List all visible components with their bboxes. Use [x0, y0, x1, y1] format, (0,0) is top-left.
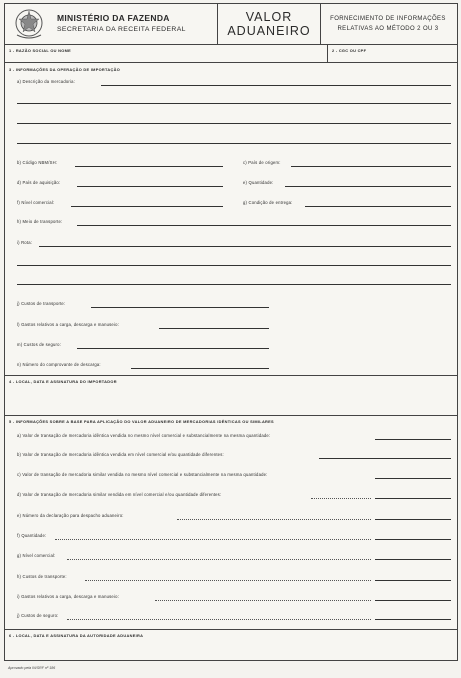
s3-h-line[interactable] [77, 225, 451, 226]
s5-c-line[interactable] [375, 478, 451, 479]
s5-h-label: h) Custos de transporte: [17, 574, 67, 579]
s3-g-line[interactable] [305, 206, 451, 207]
s5-b-line[interactable] [319, 458, 451, 459]
s3-c-label: c) País de origem: [243, 160, 281, 165]
s3-m-label: m) Custos de seguro: [17, 342, 62, 347]
s5-j-dots [67, 619, 371, 620]
s5-i-label: i) Gastos relativos a carga, descarga e manuseio: [17, 594, 119, 599]
s3-i-label: i) Rota: [17, 240, 33, 245]
s3-f-label: f) Nível comercial: [17, 200, 55, 205]
field-razao-social-label: 1 - RAZÃO SOCIAL OU NOME [9, 48, 72, 53]
s3-a-line[interactable] [101, 85, 451, 86]
s5-e-label: e) Número da declaração para despacho aduaneiro: [17, 513, 124, 518]
s3-a-line3[interactable] [17, 123, 451, 124]
s5-h-line[interactable] [375, 580, 451, 581]
s5-b-label: b) Valor de transação de mercadoria idêntica vendida em nível comercial e/ou quantidade diferentes: [17, 452, 224, 457]
s3-n-label: n) Número do comprovante de descarga: [17, 362, 101, 367]
form-title-line2: ADUANEIRO [227, 24, 311, 38]
section-identical-goods [5, 415, 457, 630]
s5-f-label: f) Quantidade: [17, 533, 47, 538]
section3-title: 3 - INFORMAÇÕES DA OPERAÇÃO DE IMPORTAÇÃO [9, 67, 121, 72]
form-title-box [217, 4, 321, 44]
section4-title: 4 - LOCAL, DATA E ASSINATURA DO IMPORTADOR [9, 379, 117, 384]
s3-e-label: e) Quantidade: [243, 180, 274, 185]
s3-d-line[interactable] [77, 186, 223, 187]
s3-f-line[interactable] [71, 206, 223, 207]
s3-b-line[interactable] [75, 166, 223, 167]
section-importer-signature[interactable] [5, 375, 457, 416]
s3-a-line4[interactable] [17, 143, 451, 144]
s5-e-dots [177, 519, 371, 520]
s5-i-line[interactable] [375, 600, 451, 601]
s3-g-label: g) Condição de entrega: [243, 200, 293, 205]
s3-m-line[interactable] [77, 348, 269, 349]
s5-j-line[interactable] [375, 619, 451, 620]
s3-a-line2[interactable] [17, 103, 451, 104]
s5-c-label: c) Valor de transação de mercadoria similar vendida no mesmo nível comercial e substancialmente na mesma quantidade: [17, 472, 268, 477]
section5-title: 5 - INFORMAÇÕES SOBRE A BASE PARA APLICAÇÃO DO VALOR ADUANEIRO DE MERCADORIAS IDÊNTICAS OU SIMILARES [9, 419, 274, 424]
s3-i-line[interactable] [39, 246, 451, 247]
s5-h-dots [85, 580, 371, 581]
s5-f-line[interactable] [375, 539, 451, 540]
identification-row [5, 44, 457, 63]
s5-a-line[interactable] [375, 439, 451, 440]
section-import-info [5, 63, 457, 376]
form-subtitle [323, 14, 453, 34]
s3-i-line3[interactable] [17, 284, 451, 285]
approval-note: Aprovado pela IN/SRF nº 186 [8, 666, 56, 670]
s5-g-dots [67, 559, 371, 560]
secretaria-name: SECRETARIA DA RECEITA FEDERAL [57, 26, 186, 33]
s3-b-label: b) Código NBM/SH: [17, 160, 58, 165]
s5-d-line[interactable] [375, 498, 451, 499]
s5-j-label: j) Custos de seguro: [17, 613, 59, 618]
form-page [4, 3, 458, 661]
s5-e-line[interactable] [375, 519, 451, 520]
s3-a-label: a) Descrição da mercadoria: [17, 79, 75, 84]
s5-d-dots [311, 498, 371, 499]
s5-d-label: d) Valor de transação de mercadoria similar vendida em nível comercial e/ou quantidade diferentes: [17, 492, 222, 497]
field-cgc-cell[interactable] [327, 44, 367, 62]
s5-g-line[interactable] [375, 559, 451, 560]
s3-e-line[interactable] [285, 186, 451, 187]
field-cgc-label: 2 - CGC OU CPF [332, 48, 367, 53]
s3-j-label: j) Custos de transporte: [17, 301, 66, 306]
s5-f-dots [55, 539, 371, 540]
form-title-line1: VALOR [245, 10, 293, 24]
s3-c-line[interactable] [291, 166, 451, 167]
section6-title: 6 - LOCAL, DATA E ASSINATURA DA AUTORIDADE ADUANEIRA [9, 633, 144, 638]
s5-i-dots [155, 600, 371, 601]
ministry-name: MINISTÉRIO DA FAZENDA [57, 13, 170, 23]
s5-g-label: g) Nível comercial: [17, 553, 56, 558]
brazil-coat-of-arms-icon [11, 7, 47, 41]
form-header [5, 4, 457, 45]
s5-a-label: a) Valor de transação de mercadoria idêntica vendida no mesmo nível comercial e substancialmente na mesma quantidade: [17, 433, 271, 438]
form-subtitle-line2: RELATIVAS AO MÉTODO 2 OU 3 [337, 26, 439, 32]
s3-l-label: l) Gastos relativos a carga, descarga e manuseio: [17, 322, 119, 327]
s3-j-line[interactable] [91, 307, 269, 308]
s3-n-line[interactable] [131, 368, 269, 369]
s3-h-label: h) Meio de transporte: [17, 219, 63, 224]
form-subtitle-line1: FORNECIMENTO DE INFORMAÇÕES [330, 16, 446, 22]
s3-l-line[interactable] [159, 328, 269, 329]
s3-d-label: d) País de aquisição: [17, 180, 61, 185]
s3-i-line2[interactable] [17, 265, 451, 266]
section-customs-signature[interactable] [5, 629, 457, 660]
